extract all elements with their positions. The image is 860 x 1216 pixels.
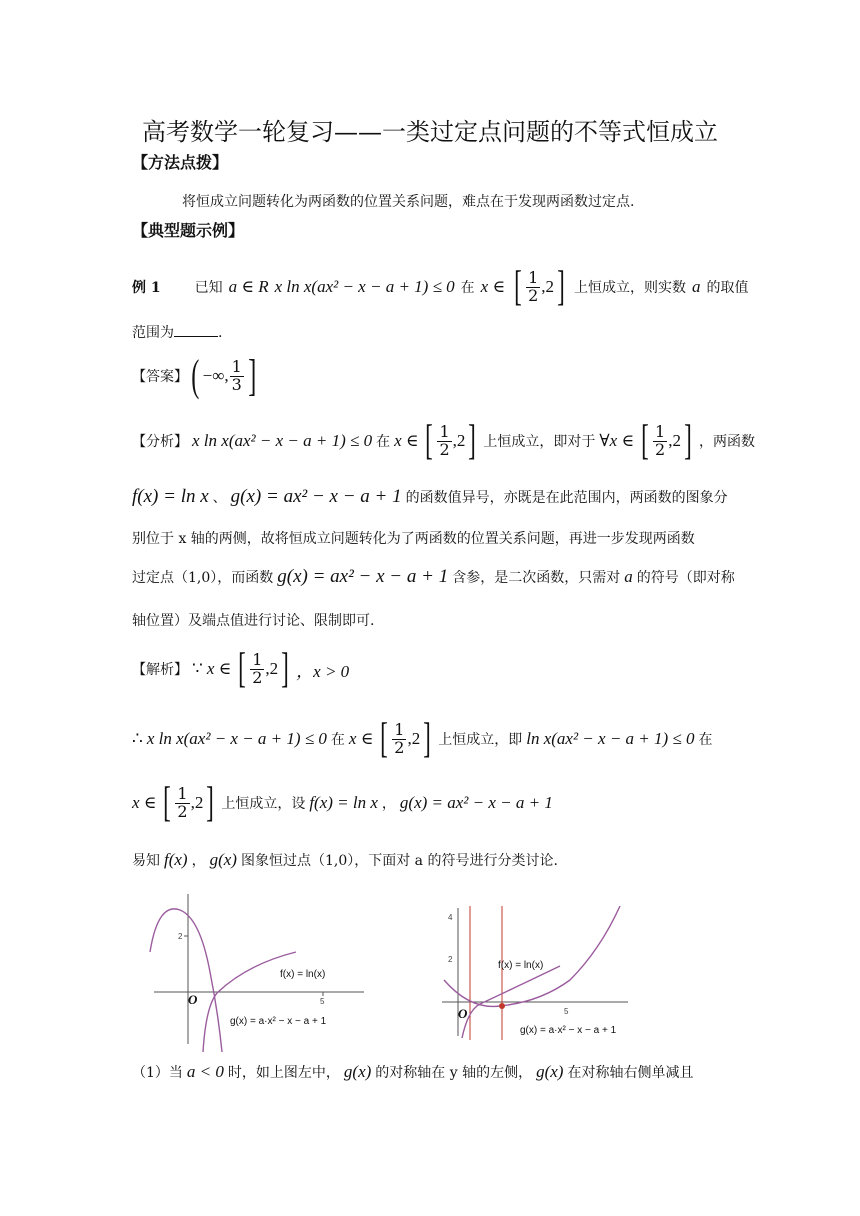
solution-line3: x ∈ [ $\frac{1}{2}$ ,2 ] 上恒成立，设 f(x) = ln x ， g(x) = ax² − x − a + 1: [132, 780, 553, 826]
answer-left: −∞,: [202, 366, 229, 385]
solution-label: 【解析】: [132, 662, 188, 678]
figure-right-graph: [440, 906, 630, 1040]
f-curve-label: f(x) = ln(x): [280, 969, 326, 980]
x-tick-label: 5: [320, 997, 325, 1006]
analysis-line2: f(x) = ln x 、 g(x) = ax² − x − a + 1 的函数值异号，亦既是在此范围内，两函数的图象分: [132, 486, 728, 507]
interval-half-two: [ $\frac{1}{2}$ ,2 ]: [641, 418, 692, 464]
intersection-dot: [499, 1003, 505, 1009]
example1-line1: [132, 266, 749, 308]
example1-line2: 范围为 .: [132, 325, 223, 341]
x-tick-label: 5: [564, 1007, 569, 1016]
answer-blank: [174, 324, 218, 337]
interval-half-two: [ $\frac{1}{2}$ ,2 ]: [380, 716, 432, 762]
interval-half-two: [ $\frac{1}{2}$ ,2 ]: [514, 264, 565, 310]
example1-tail: 上恒成立，则实数: [574, 280, 686, 296]
example1-inequality: x ln x(ax² − x − a + 1) ≤ 0: [274, 277, 455, 296]
solution-line2: ∴ x ln x(ax² − x − a + 1) ≤ 0 在 x ∈ [ $\frac{1}{2}$ ,2 ] 上恒成立，即 ln x(ax² − x − a + 1) ≤ 0 在: [132, 716, 713, 762]
solution-case1-line: （1）当 a < 0 时，如上图左中， g(x) 的对称轴在 y 轴的左侧， g(x) 在对称轴右侧单减且: [132, 1062, 694, 1081]
analysis-line4: 过定点（1,0），而函数 g(x) = ax² − x − a + 1 含参，是二次函数，只需对 a 的符号（即对称: [132, 566, 735, 587]
solution-line1: 【解析】 ∵ x ∈ [ $\frac{1}{2}$ ,2 ] ，x > 0: [132, 646, 350, 692]
origin-label: O: [188, 992, 198, 1007]
interval-half-two: [ $\frac{1}{2}$ ,2 ]: [425, 418, 477, 464]
solution-line4: 易知 f(x) ， g(x) 图象恒过点（1,0），下面对 a 的符号进行分类讨论.: [132, 850, 558, 869]
example1-label: 例 1: [132, 280, 161, 296]
y-tick-label-2: 2: [448, 955, 453, 964]
interval-half-two: [ $\frac{1}{2}$ ,2 ]: [238, 646, 290, 692]
analysis-label: 【分析】: [132, 434, 188, 450]
example1-given: 已知: [194, 280, 223, 296]
example1-a: a: [692, 277, 701, 296]
f-curve: [203, 952, 296, 1052]
g-curve: [150, 909, 222, 1052]
analysis-line5: 轴位置）及端点值进行讨论、限制即可.: [132, 613, 375, 629]
example1-x-in: x ∈: [480, 277, 506, 296]
g-curve-label: g(x) = a·x² − x − a + 1: [520, 1025, 617, 1036]
analysis-line1: 【分析】 x ln x(ax² − x − a + 1) ≤ 0 在 x ∈ [ $\frac{1}{2}$ ,2 ] 上恒成立，即对于 ∀x ∈ [ $\frac{1}{2}$ ,2 ] ，两函数: [132, 418, 755, 464]
example1-range-label: 范围为: [132, 325, 174, 341]
analysis-line3: 别位于 x 轴的两侧，故将恒成立问题转化为了两函数的位置关系问题，再进一步发现两函数: [132, 531, 695, 547]
answer-fraction: $\frac{1}{3}$: [231, 356, 242, 394]
answer-label: 【答案】: [132, 369, 188, 385]
y-tick-label: 2: [178, 932, 183, 941]
example1-zai: 在: [460, 280, 475, 296]
example1-condition: a ∈ R: [228, 277, 269, 296]
f-curve-label: f(x) = ln(x): [498, 960, 544, 971]
section-method-heading: 【方法点拨】: [132, 153, 229, 172]
example1-tail2: 的取值: [706, 280, 749, 296]
g-curve-label: g(x) = a·x² − x − a + 1: [230, 1016, 327, 1027]
method-text: 将恒成立问题转化为两函数的位置关系问题，难点在于发现两函数过定点.: [182, 194, 635, 210]
section-examples-heading: 【典型题示例】: [132, 221, 245, 240]
y-tick-label-4: 4: [448, 913, 453, 922]
analysis-inequality: x ln x(ax² − x − a + 1) ≤ 0: [192, 431, 373, 450]
page-title: 高考数学一轮复习——一类过定点问题的不等式恒成立: [142, 118, 718, 146]
answer-line: 【答案】 ( −∞, $\frac{1}{3}$ ]: [132, 351, 257, 400]
interval-half-two: [ $\frac{1}{2}$ ,2 ]: [163, 780, 215, 826]
origin-label: O: [458, 1006, 468, 1021]
figure-left-graph: [148, 892, 370, 1052]
